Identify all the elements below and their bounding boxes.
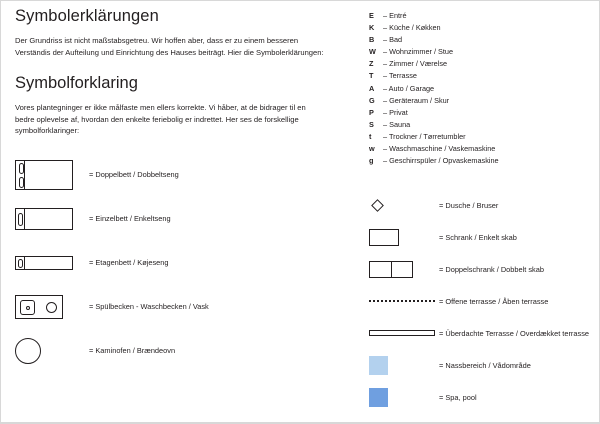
legend-label: = Nassbereich / Vådområde <box>439 360 531 370</box>
abbreviation-value: – Auto / Garage <box>383 83 435 93</box>
abbreviation-value: – Waschmaschine / Vaskemaskine <box>383 144 496 154</box>
legend-label: = Kaminofen / Brændeovn <box>89 346 176 356</box>
abbreviation-value: – Zimmer / Værelse <box>383 59 448 69</box>
sink-icon <box>15 295 77 319</box>
legend-label: = Dusche / Bruser <box>439 200 499 210</box>
legend-item-stove <box>15 329 345 373</box>
page-title-da: Symbolforklaring <box>15 74 138 93</box>
abbreviation-row <box>369 58 589 70</box>
abbreviation-value: – Entré <box>383 11 407 20</box>
abbreviation-value: – Küche / Køkken <box>383 23 441 33</box>
abbreviation-row <box>369 34 589 46</box>
intro-paragraph-de: Der Grundriss ist nicht maßstabsgetreu. Wir hoffen aber, dass er zu einem besseren Verständis der Aufteilung und Einrichtung des Hauses beiträgt. Hier die Symbolerklärungen: <box>15 36 324 57</box>
abbreviation-row <box>369 83 589 95</box>
abbreviation-key: P <box>369 107 374 117</box>
abbreviation-value: – Wohnzimmer / Stue <box>383 47 454 57</box>
shower-diamond-icon <box>369 201 439 210</box>
single-bed-icon <box>15 208 77 230</box>
legend-label: = Doppelbett / Dobbeltseng <box>89 170 179 180</box>
abbreviation-row <box>369 95 589 107</box>
legend-label: = Offene terrasse / Åben terrasse <box>439 296 549 306</box>
left-column <box>15 7 345 373</box>
abbreviation-key: G <box>369 95 375 105</box>
abbreviation-value: – Bad <box>383 35 403 45</box>
legend-item-double-bed <box>15 153 345 197</box>
legend-label: = Etagenbett / Køjeseng <box>89 258 169 268</box>
legend-label: = Überdachte Terrasse / Overdækket terrasse <box>439 328 589 338</box>
legend-label: = Doppelschrank / Dobbelt skab <box>439 264 544 274</box>
legend-label: = Schrank / Enkelt skab <box>439 232 517 242</box>
legend-item-open-terrace <box>369 285 594 317</box>
abbreviation-key: B <box>369 35 375 45</box>
abbreviation-row <box>369 10 589 22</box>
page-bottom-rule <box>1 422 599 423</box>
wet-room-swatch-icon <box>369 356 439 375</box>
wardrobe-icon <box>369 229 439 246</box>
legend-label: = Spülbecken - Waschbecken / Vask <box>89 302 209 312</box>
legend-item-wardrobe <box>369 221 594 253</box>
open-terrace-icon <box>369 300 439 302</box>
abbreviation-key: T <box>369 71 374 81</box>
abbreviation-key: S <box>369 119 374 129</box>
abbreviation-row <box>369 131 589 143</box>
legend-item-bunk-bed <box>15 241 345 285</box>
abbreviation-value: – Trockner / Tørretumbler <box>383 131 466 141</box>
abbreviation-value: – Sauna <box>383 119 411 129</box>
abbreviation-key: E <box>369 11 374 20</box>
legend-item-single-bed <box>15 197 345 241</box>
abbreviation-key: K <box>369 23 375 33</box>
abbreviation-row <box>369 107 589 119</box>
legend-item-wet-room <box>369 349 594 381</box>
legend-item-covered-terrace <box>369 317 594 349</box>
abbreviation-value: – Privat <box>383 107 408 117</box>
legend-item-spa-pool <box>369 381 594 413</box>
legend-item-sink <box>15 285 345 329</box>
abbreviation-key: w <box>369 144 375 154</box>
abbreviation-row <box>369 22 589 34</box>
abbreviation-row <box>369 70 589 82</box>
abbreviation-key: g <box>369 156 374 166</box>
legend-label: = Spa, pool <box>439 392 477 402</box>
legend-label: = Einzelbett / Enkeltseng <box>89 214 171 224</box>
legend-item-double-wardrobe <box>369 253 594 285</box>
abbreviation-key: W <box>369 47 376 57</box>
spa-pool-swatch-icon <box>369 388 439 407</box>
abbreviation-value: – Terrasse <box>383 71 417 81</box>
abbreviation-list <box>369 10 589 167</box>
stove-icon <box>15 338 77 364</box>
right-symbol-list <box>369 189 594 413</box>
bunk-bed-icon <box>15 256 77 270</box>
abbreviation-row <box>369 119 589 131</box>
abbreviation-key: Z <box>369 59 374 69</box>
page-title-de: Symbolerklärungen <box>15 7 159 25</box>
abbreviation-row <box>369 46 589 58</box>
double-bed-icon <box>15 160 77 190</box>
covered-terrace-icon <box>369 330 439 336</box>
abbreviation-row <box>369 155 589 167</box>
double-wardrobe-icon <box>369 261 439 278</box>
abbreviation-key: t <box>369 131 372 141</box>
abbreviation-value: – Geräteraum / Skur <box>383 95 450 105</box>
intro-paragraph-da: Vores plantegninger er ikke målfaste men ellers korrekte. Vi håber, at de bidrager til en bedre oplevelse af, hvordan den enkelte feriebolig er indrettet. Her ses de forskellige symbolforklaringer: <box>15 103 306 136</box>
abbreviation-value: – Geschirrspüler / Opvaskemaskine <box>383 156 499 166</box>
abbreviation-row <box>369 143 589 155</box>
left-symbol-list <box>15 153 345 373</box>
abbreviation-key: A <box>369 83 375 93</box>
legend-item-shower <box>369 189 594 221</box>
